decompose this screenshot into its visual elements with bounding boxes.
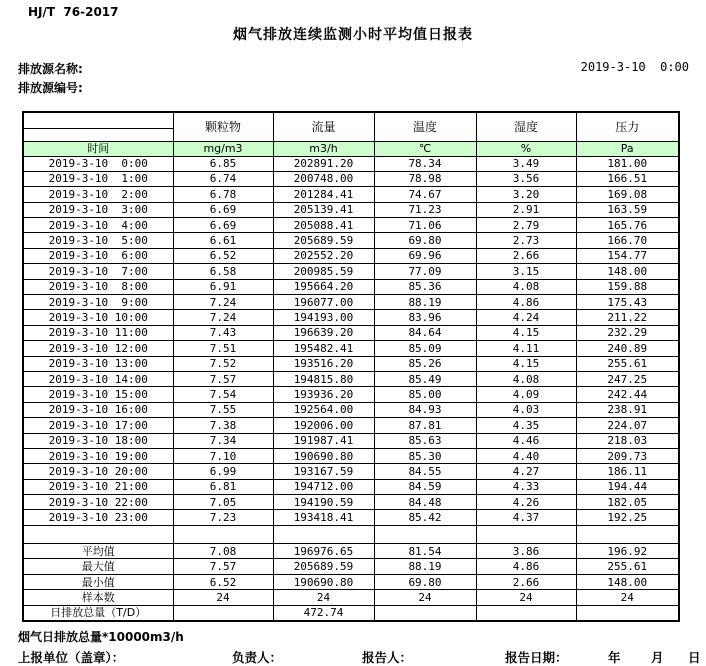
table-row <box>23 264 679 279</box>
unit-pressure: Pa <box>576 141 679 156</box>
table-row <box>23 187 679 202</box>
time-cell: 2019-3-10 12:00 <box>23 341 173 356</box>
value-cell: 6.85 <box>173 156 273 171</box>
time-cell: 2019-3-10 14:00 <box>23 371 173 386</box>
table-row <box>23 464 679 479</box>
value-cell: 85.30 <box>374 448 476 463</box>
value-cell: 195482.41 <box>273 341 374 356</box>
time-cell: 2019-3-10 21:00 <box>23 479 173 494</box>
value-cell: 6.69 <box>173 218 273 233</box>
value-cell: 77.09 <box>374 264 476 279</box>
header-row-top <box>23 112 679 128</box>
value-cell: 7.24 <box>173 310 273 325</box>
value-cell: 255.61 <box>576 356 679 371</box>
value-cell: 4.24 <box>476 310 576 325</box>
summary-value <box>173 605 273 621</box>
value-cell: 192564.00 <box>273 402 374 417</box>
table-row <box>23 510 679 525</box>
value-cell: 85.26 <box>374 356 476 371</box>
value-cell: 4.86 <box>476 295 576 310</box>
summary-value: 24 <box>374 590 476 606</box>
value-cell: 218.03 <box>576 433 679 448</box>
spacer-cell <box>173 525 273 543</box>
col-header-humidity: 湿度 <box>476 112 576 141</box>
value-cell: 194815.80 <box>273 371 374 386</box>
summary-value: 24 <box>173 590 273 606</box>
value-cell: 2.91 <box>476 202 576 217</box>
data-rows <box>23 156 679 525</box>
time-cell: 2019-3-10 11:00 <box>23 325 173 340</box>
value-cell: 6.99 <box>173 464 273 479</box>
source-code-label: 排放源编号: <box>18 81 83 95</box>
time-header-mid-cell <box>23 128 173 141</box>
value-cell: 3.49 <box>476 156 576 171</box>
table-row <box>23 433 679 448</box>
value-cell: 195664.20 <box>273 279 374 294</box>
summary-value: 2.66 <box>476 574 576 590</box>
table-row <box>23 218 679 233</box>
value-cell: 166.51 <box>576 171 679 186</box>
unit-humidity: % <box>476 141 576 156</box>
value-cell: 6.78 <box>173 187 273 202</box>
summary-value: 7.57 <box>173 559 273 575</box>
value-cell: 78.98 <box>374 171 476 186</box>
time-header-top-cell <box>23 112 173 128</box>
table-row <box>23 325 679 340</box>
value-cell: 200985.59 <box>273 264 374 279</box>
spacer-cell <box>476 525 576 543</box>
table-row <box>23 479 679 494</box>
value-cell: 7.05 <box>173 495 273 510</box>
value-cell: 84.64 <box>374 325 476 340</box>
value-cell: 181.00 <box>576 156 679 171</box>
summary-value: 88.19 <box>374 559 476 575</box>
value-cell: 242.44 <box>576 387 679 402</box>
value-cell: 169.08 <box>576 187 679 202</box>
value-cell: 4.15 <box>476 325 576 340</box>
col-header-pressure: 压力 <box>576 112 679 141</box>
value-cell: 4.40 <box>476 448 576 463</box>
value-cell: 202552.20 <box>273 248 374 263</box>
table-row <box>23 202 679 217</box>
summary-value: 24 <box>576 590 679 606</box>
value-cell: 4.15 <box>476 356 576 371</box>
reporter-label: 报告人： <box>362 650 413 665</box>
month-label: 月 <box>651 650 664 665</box>
summary-value <box>576 605 679 621</box>
summary-value: 24 <box>273 590 374 606</box>
summary-row <box>23 559 679 575</box>
spacer-body <box>23 525 679 543</box>
value-cell: 7.43 <box>173 325 273 340</box>
value-cell: 4.03 <box>476 402 576 417</box>
time-header: 时间 <box>23 141 173 156</box>
summary-value <box>476 605 576 621</box>
footer-note: 烟气日排放总量*10000m3/h <box>18 630 184 644</box>
value-cell: 7.52 <box>173 356 273 371</box>
table-row <box>23 418 679 433</box>
value-cell: 205088.41 <box>273 218 374 233</box>
col-header-particulate: 颗粒物 <box>173 112 273 141</box>
value-cell: 193516.20 <box>273 356 374 371</box>
responsible-label: 负责人： <box>232 650 283 665</box>
source-name-label: 排放源名称: <box>18 62 83 76</box>
summary-value: 205689.59 <box>273 559 374 575</box>
value-cell: 4.37 <box>476 510 576 525</box>
summary-value: 7.08 <box>173 543 273 559</box>
unit-flow: m3/h <box>273 141 374 156</box>
report-datetime: 2019-3-10 0:00 <box>580 60 689 74</box>
value-cell: 85.36 <box>374 279 476 294</box>
value-cell: 3.56 <box>476 171 576 186</box>
value-cell: 71.23 <box>374 202 476 217</box>
summary-value: 81.54 <box>374 543 476 559</box>
summary-value: 190690.80 <box>273 574 374 590</box>
report-date-label: 报告日期： <box>505 650 568 665</box>
col-header-temperature: 温度 <box>374 112 476 141</box>
summary-value: 196.92 <box>576 543 679 559</box>
units-row <box>23 141 679 156</box>
time-cell: 2019-3-10 6:00 <box>23 248 173 263</box>
day-label: 日 <box>688 650 701 665</box>
report-unit-label: 上报单位（盖章）： <box>18 650 125 665</box>
value-cell: 6.69 <box>173 202 273 217</box>
time-cell: 2019-3-10 19:00 <box>23 448 173 463</box>
value-cell: 240.89 <box>576 341 679 356</box>
value-cell: 194712.00 <box>273 479 374 494</box>
value-cell: 211.22 <box>576 310 679 325</box>
value-cell: 196077.00 <box>273 295 374 310</box>
value-cell: 85.09 <box>374 341 476 356</box>
value-cell: 84.48 <box>374 495 476 510</box>
value-cell: 2.79 <box>476 218 576 233</box>
summary-row <box>23 605 679 621</box>
value-cell: 6.81 <box>173 479 273 494</box>
summary-label: 最小值 <box>23 574 173 590</box>
value-cell: 74.67 <box>374 187 476 202</box>
time-cell: 2019-3-10 18:00 <box>23 433 173 448</box>
value-cell: 159.88 <box>576 279 679 294</box>
value-cell: 186.11 <box>576 464 679 479</box>
value-cell: 6.74 <box>173 171 273 186</box>
value-cell: 85.63 <box>374 433 476 448</box>
table-row <box>23 371 679 386</box>
time-cell: 2019-3-10 9:00 <box>23 295 173 310</box>
summary-value <box>374 605 476 621</box>
value-cell: 7.57 <box>173 371 273 386</box>
table-row <box>23 448 679 463</box>
value-cell: 7.38 <box>173 418 273 433</box>
value-cell: 83.96 <box>374 310 476 325</box>
spacer-cell <box>23 525 173 543</box>
time-cell: 2019-3-10 22:00 <box>23 495 173 510</box>
value-cell: 4.08 <box>476 279 576 294</box>
summary-label: 最大值 <box>23 559 173 575</box>
value-cell: 7.34 <box>173 433 273 448</box>
summary-value: 196976.65 <box>273 543 374 559</box>
time-cell: 2019-3-10 3:00 <box>23 202 173 217</box>
value-cell: 84.59 <box>374 479 476 494</box>
value-cell: 85.49 <box>374 371 476 386</box>
value-cell: 84.93 <box>374 402 476 417</box>
spacer-cell <box>273 525 374 543</box>
time-cell: 2019-3-10 8:00 <box>23 279 173 294</box>
value-cell: 87.81 <box>374 418 476 433</box>
spacer-cell <box>576 525 679 543</box>
time-cell: 2019-3-10 0:00 <box>23 156 173 171</box>
summary-value: 4.86 <box>476 559 576 575</box>
spacer-cell <box>374 525 476 543</box>
report-table <box>22 111 680 622</box>
value-cell: 6.91 <box>173 279 273 294</box>
summary-label: 日排放总量（T/D） <box>23 605 173 621</box>
value-cell: 202891.20 <box>273 156 374 171</box>
spacer-row <box>23 525 679 543</box>
value-cell: 4.11 <box>476 341 576 356</box>
summary-value: 6.52 <box>173 574 273 590</box>
table-row <box>23 310 679 325</box>
value-cell: 7.24 <box>173 295 273 310</box>
table-row <box>23 279 679 294</box>
time-cell: 2019-3-10 23:00 <box>23 510 173 525</box>
value-cell: 69.96 <box>374 248 476 263</box>
value-cell: 191987.41 <box>273 433 374 448</box>
summary-value: 255.61 <box>576 559 679 575</box>
value-cell: 3.20 <box>476 187 576 202</box>
value-cell: 165.76 <box>576 218 679 233</box>
time-cell: 2019-3-10 13:00 <box>23 356 173 371</box>
summary-value: 69.80 <box>374 574 476 590</box>
value-cell: 4.08 <box>476 371 576 386</box>
page-title: 烟气排放连续监测小时平均值日报表 <box>233 27 473 43</box>
value-cell: 224.07 <box>576 418 679 433</box>
time-cell: 2019-3-10 10:00 <box>23 310 173 325</box>
value-cell: 85.00 <box>374 387 476 402</box>
value-cell: 7.54 <box>173 387 273 402</box>
value-cell: 71.06 <box>374 218 476 233</box>
value-cell: 194.44 <box>576 479 679 494</box>
value-cell: 190690.80 <box>273 448 374 463</box>
summary-value: 148.00 <box>576 574 679 590</box>
value-cell: 194193.00 <box>273 310 374 325</box>
value-cell: 88.19 <box>374 295 476 310</box>
summary-value: 3.86 <box>476 543 576 559</box>
value-cell: 193936.20 <box>273 387 374 402</box>
value-cell: 192.25 <box>576 510 679 525</box>
table-row <box>23 295 679 310</box>
value-cell: 193167.59 <box>273 464 374 479</box>
value-cell: 205139.41 <box>273 202 374 217</box>
summary-rows <box>23 543 679 621</box>
table-row <box>23 248 679 263</box>
unit-particulate: mg/m3 <box>173 141 273 156</box>
value-cell: 4.35 <box>476 418 576 433</box>
value-cell: 238.91 <box>576 402 679 417</box>
value-cell: 154.77 <box>576 248 679 263</box>
value-cell: 4.27 <box>476 464 576 479</box>
value-cell: 4.26 <box>476 495 576 510</box>
value-cell: 2.66 <box>476 248 576 263</box>
value-cell: 209.73 <box>576 448 679 463</box>
value-cell: 232.29 <box>576 325 679 340</box>
value-cell: 2.73 <box>476 233 576 248</box>
summary-row <box>23 590 679 606</box>
table-row <box>23 402 679 417</box>
table-header <box>23 112 679 156</box>
value-cell: 182.05 <box>576 495 679 510</box>
time-cell: 2019-3-10 7:00 <box>23 264 173 279</box>
time-cell: 2019-3-10 16:00 <box>23 402 173 417</box>
col-header-flow: 流量 <box>273 112 374 141</box>
summary-label: 样本数 <box>23 590 173 606</box>
value-cell: 4.09 <box>476 387 576 402</box>
time-cell: 2019-3-10 2:00 <box>23 187 173 202</box>
value-cell: 4.46 <box>476 433 576 448</box>
value-cell: 7.55 <box>173 402 273 417</box>
value-cell: 7.23 <box>173 510 273 525</box>
unit-temperature: ℃ <box>374 141 476 156</box>
value-cell: 200748.00 <box>273 171 374 186</box>
table-row <box>23 171 679 186</box>
value-cell: 148.00 <box>576 264 679 279</box>
time-cell: 2019-3-10 20:00 <box>23 464 173 479</box>
standard-code: HJ/T 76-2017 <box>28 5 119 19</box>
value-cell: 7.10 <box>173 448 273 463</box>
value-cell: 193418.41 <box>273 510 374 525</box>
summary-value: 472.74 <box>273 605 374 621</box>
value-cell: 201284.41 <box>273 187 374 202</box>
table-row <box>23 387 679 402</box>
value-cell: 84.55 <box>374 464 476 479</box>
value-cell: 205689.59 <box>273 233 374 248</box>
summary-value: 24 <box>476 590 576 606</box>
value-cell: 4.33 <box>476 479 576 494</box>
value-cell: 7.51 <box>173 341 273 356</box>
value-cell: 6.52 <box>173 248 273 263</box>
value-cell: 196639.20 <box>273 325 374 340</box>
summary-row <box>23 574 679 590</box>
value-cell: 3.15 <box>476 264 576 279</box>
time-cell: 2019-3-10 5:00 <box>23 233 173 248</box>
table-row <box>23 233 679 248</box>
summary-row <box>23 543 679 559</box>
value-cell: 175.43 <box>576 295 679 310</box>
value-cell: 6.58 <box>173 264 273 279</box>
value-cell: 78.34 <box>374 156 476 171</box>
table-row <box>23 495 679 510</box>
time-cell: 2019-3-10 17:00 <box>23 418 173 433</box>
value-cell: 85.42 <box>374 510 476 525</box>
value-cell: 163.59 <box>576 202 679 217</box>
table-row <box>23 356 679 371</box>
summary-label: 平均值 <box>23 543 173 559</box>
value-cell: 192006.00 <box>273 418 374 433</box>
table-row <box>23 341 679 356</box>
value-cell: 69.80 <box>374 233 476 248</box>
value-cell: 166.70 <box>576 233 679 248</box>
value-cell: 247.25 <box>576 371 679 386</box>
value-cell: 194190.59 <box>273 495 374 510</box>
time-cell: 2019-3-10 15:00 <box>23 387 173 402</box>
value-cell: 6.61 <box>173 233 273 248</box>
time-cell: 2019-3-10 4:00 <box>23 218 173 233</box>
time-cell: 2019-3-10 1:00 <box>23 171 173 186</box>
table-row <box>23 156 679 171</box>
year-label: 年 <box>608 650 621 665</box>
